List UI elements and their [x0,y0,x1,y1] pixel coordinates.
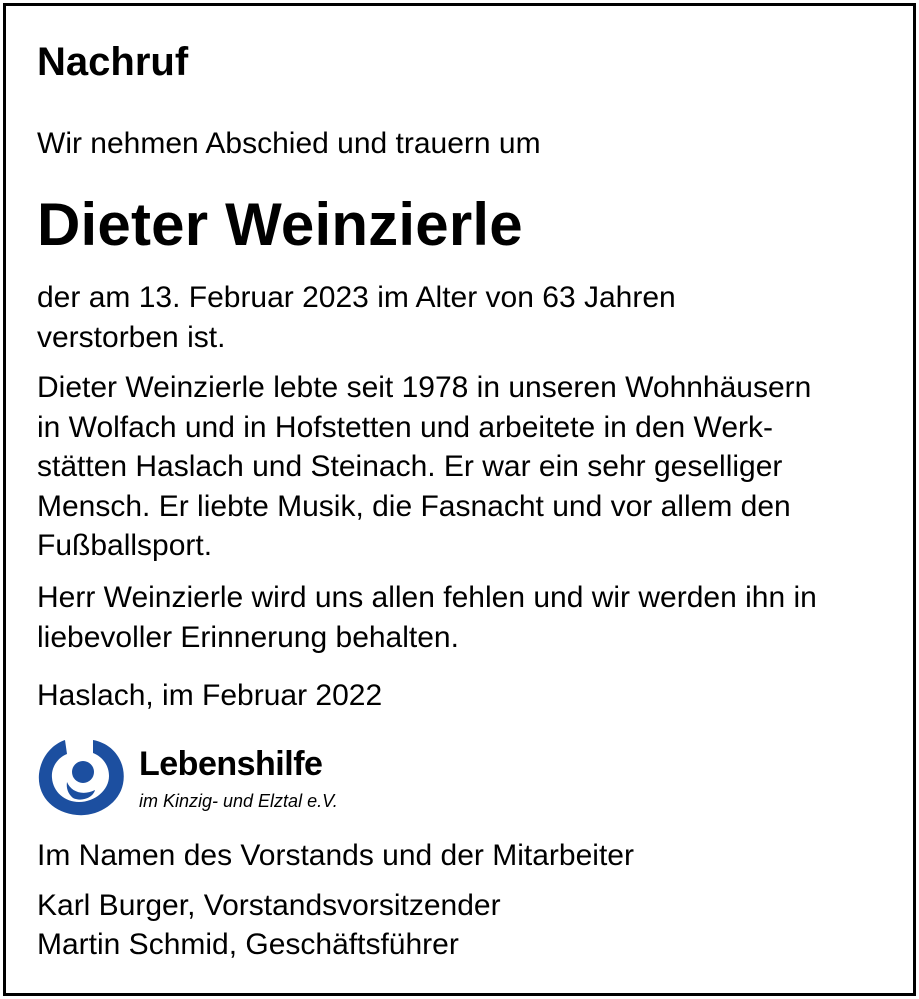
signer-chairman: Karl Burger, Vorstandsvorsitzender [37,889,501,922]
text-line: stätten Haslach und Steinach. Er war ein sehr geselliger [37,450,783,483]
notice-heading: Nachruf [37,40,189,84]
logo-head-shape [72,761,94,783]
text-line: Mensch. Er liebte Musik, die Fasnacht und vor allem den [37,489,791,523]
logo-body-shape [67,782,95,800]
organization-logo [35,732,355,817]
organization-name: Lebenshilfe [139,745,323,783]
text-line: Fußballsport. [37,529,213,562]
text-line: in Wolfach und in Hofstetten und arbeitete in den Werk- [37,410,773,444]
intro-text: Wir nehmen Abschied und trauern um [37,127,541,160]
lebenshilfe-logo-icon [35,732,127,817]
logo-mark-shapes [39,740,124,815]
organization-subtitle: im Kinzig- und Elztal e.V. [139,791,338,811]
remembrance-paragraph [37,578,817,657]
closing-text: Im Namen des Vorstands und der Mitarbeiter [37,839,634,872]
death-details-paragraph [37,278,676,357]
text-line: liebevoller Erinnerung behalten. [37,620,459,654]
signer-manager: Martin Schmid, Geschäftsführer [37,928,459,961]
text-line: verstorben ist. [37,320,226,354]
text-line: Herr Weinzierle wird uns allen fehlen und wir werden ihn in [37,581,817,614]
place-date: Haslach, im Februar 2022 [37,679,383,712]
text-line: der am 13. Februar 2023 im Alter von 63 Jahren [37,281,676,314]
deceased-name: Dieter Weinzierle [37,191,523,258]
text-line: Dieter Weinzierle lebte seit 1978 in unseren Wohnhäusern [37,371,812,404]
biography-paragraph [37,368,811,566]
